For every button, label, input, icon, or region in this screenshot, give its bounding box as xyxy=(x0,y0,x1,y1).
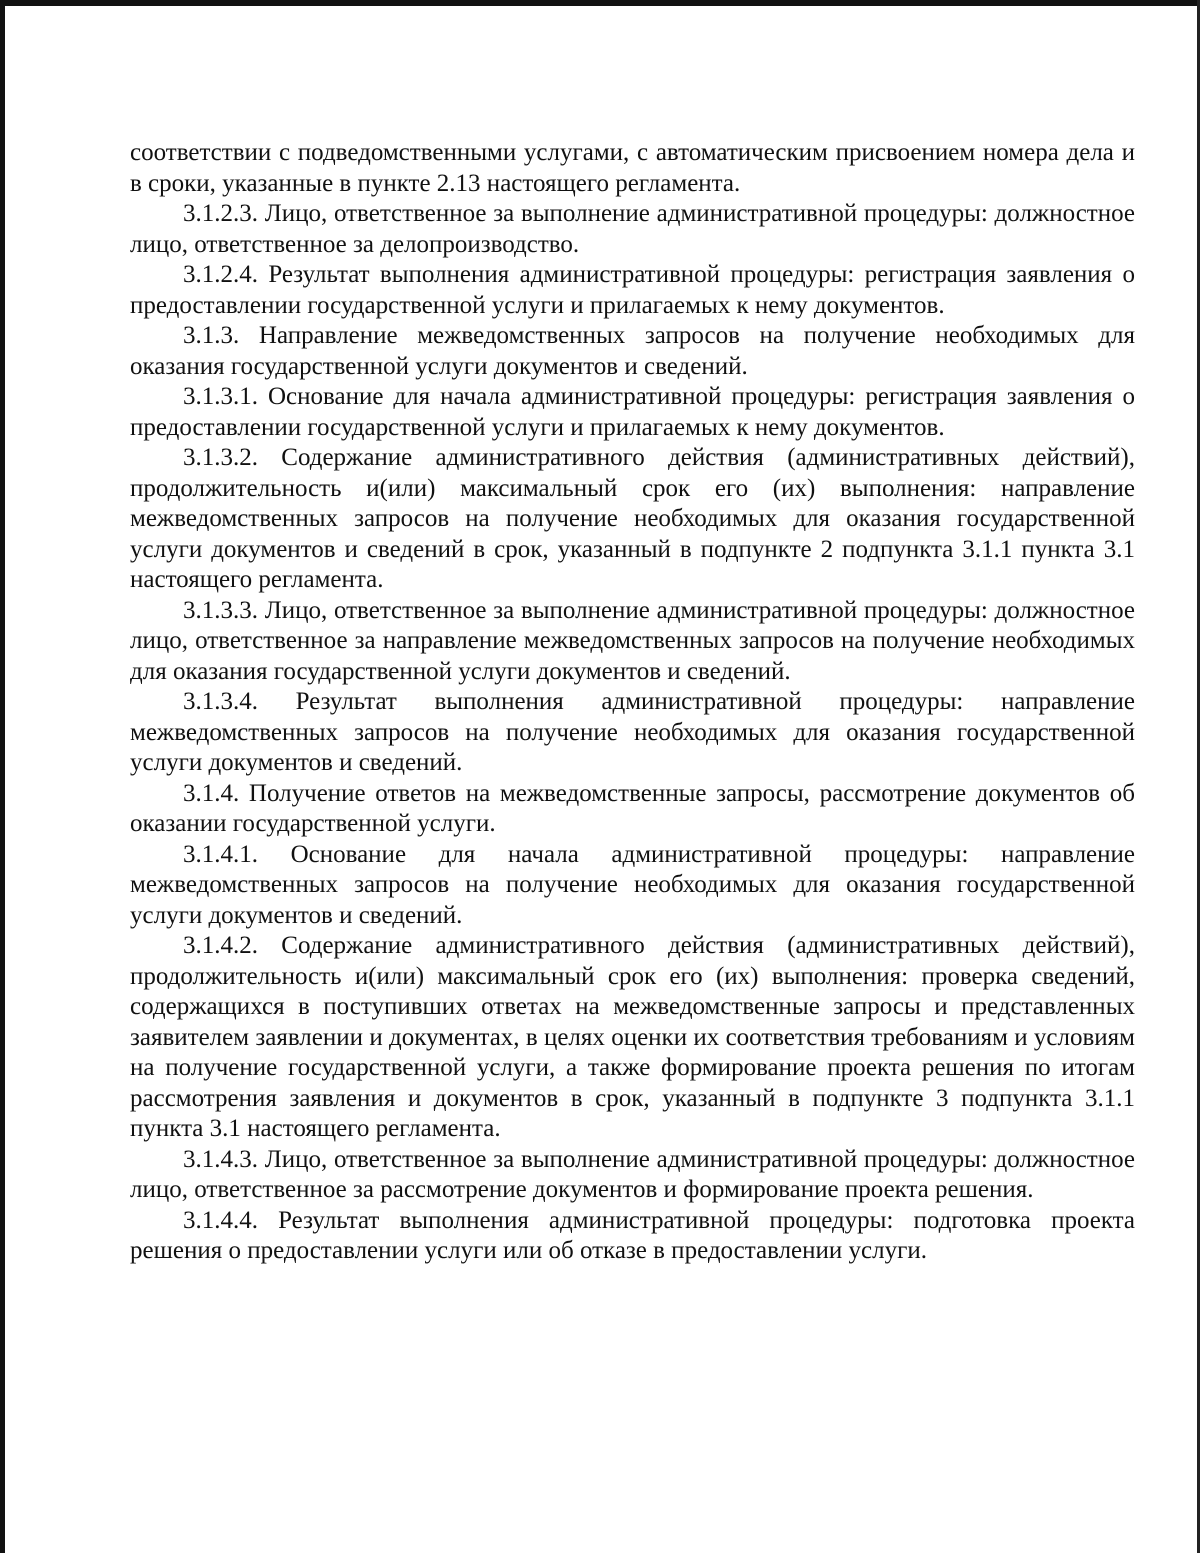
paragraph-3-1-4-4: 3.1.4.4. Результат выполнения административной процедуры: подготовка проекта решения о предоставлении услуги или об отказе в предоставлении услуги. xyxy=(130,1206,1135,1264)
paragraph-3-1-3-2: 3.1.3.2. Содержание административного действия (административных действий), продолжительность и(или) максимальный срок его (их) выполнения: направление межведомственных запросов на получение необходимых для оказания государственной услуги документов и сведений в срок, указанный в подпункте 2 подпункта 3.1.1 пункта 3.1 настоящего регламента. xyxy=(130,444,1135,593)
paragraph-3-1-3-1: 3.1.3.1. Основание для начала административной процедуры: регистрация заявления о предоставлении государственной услуги и прилагаемых к нему документов. xyxy=(130,383,1135,441)
scan-edge-left xyxy=(0,0,5,1553)
document-body xyxy=(130,138,1135,1267)
paragraph-3-1-4: 3.1.4. Получение ответов на межведомственные запросы, рассмотрение документов об оказании государственной услуги. xyxy=(130,779,1135,837)
paragraph-3-1-4-2: 3.1.4.2. Содержание административного действия (административных действий), продолжительность и(или) максимальный срок его (их) выполнения: проверка сведений, содержащихся в поступивших ответах на межведомственные запросы и представленных заявителем заявлении и документах, в целях оценки их соответствия требованиям и условиям на получение государственной услуги, а также формирование проекта решения по итогам рассмотрения заявления и документов в срок, указанный в подпункте 3 подпункта 3.1.1 пункта 3.1 настоящего регламента. xyxy=(130,932,1135,1142)
paragraph-3-1-3-4: 3.1.3.4. Результат выполнения административной процедуры: направление межведомственных запросов на получение необходимых для оказания государственной услуги документов и сведений. xyxy=(130,688,1135,776)
paragraph-3-1-3: 3.1.3. Направление межведомственных запросов на получение необходимых для оказания государственной услуги документов и сведений. xyxy=(130,322,1135,380)
paragraph-continuation: соответствии с подведомственными услугами, с автоматическим присвоением номера дела и в сроки, указанные в пункте 2.13 настоящего регламента. xyxy=(130,139,1135,197)
paragraph-3-1-4-3: 3.1.4.3. Лицо, ответственное за выполнение административной процедуры: должностное лицо, ответственное за рассмотрение документов и формирование проекта решения. xyxy=(130,1145,1135,1203)
scan-edge-top xyxy=(0,0,1200,6)
paragraph-3-1-4-1: 3.1.4.1. Основание для начала административной процедуры: направление межведомственных запросов на получение необходимых для оказания государственной услуги документов и сведений. xyxy=(130,840,1135,929)
paragraph-3-1-2-4: 3.1.2.4. Результат выполнения административной процедуры: регистрация заявления о предоставлении государственной услуги и прилагаемых к нему документов. xyxy=(130,261,1135,319)
paragraph-3-1-3-3: 3.1.3.3. Лицо, ответственное за выполнение административной процедуры: должностное лицо, ответственное за направление межведомственных запросов на получение необходимых для оказания государственной услуги документов и сведений. xyxy=(130,596,1135,685)
paragraph-3-1-2-3: 3.1.2.3. Лицо, ответственное за выполнение административной процедуры: должностное лицо, ответственное за делопроизводство. xyxy=(130,200,1135,258)
